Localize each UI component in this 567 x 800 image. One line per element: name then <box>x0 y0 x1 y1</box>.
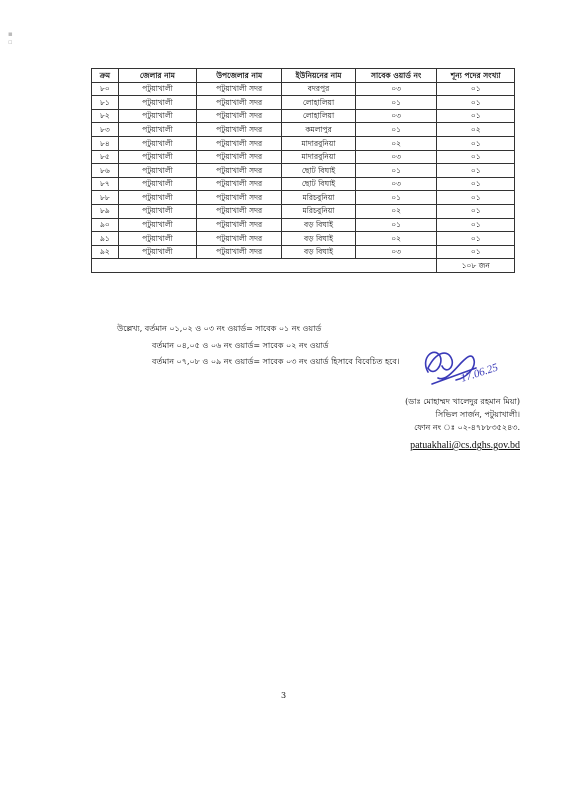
cell-upazila: পটুয়াখালী সদর <box>197 164 282 178</box>
cell-upazila: পটুয়াখালী সদর <box>197 191 282 205</box>
header-vacancies: শূন্য পদের সংখ্যা <box>437 69 515 83</box>
signer-block <box>355 395 520 452</box>
cell-former-ward: ০১ <box>355 218 437 232</box>
signature-date: 17.06.25 <box>459 361 500 385</box>
note-line-1: উল্লেখ্য, বর্তমান ০১,০২ ও ০৩ নং ওয়ার্ড= সাবেক ০১ নং ওয়ার্ড <box>117 324 322 333</box>
cell-upazila: পটুয়াখালী সদর <box>197 232 282 246</box>
note-line-2: বর্তমান ০৪,০৫ ও ০৬ নং ওয়ার্ড= সাবেক ০২ নং ওয়ার্ড <box>152 340 329 350</box>
cell-union: বদরপুর <box>282 82 355 96</box>
cell-upazila: পটুয়াখালী সদর <box>197 245 282 259</box>
table-row <box>92 164 515 178</box>
cell-upazila: পটুয়াখালী সদর <box>197 204 282 218</box>
table-row <box>92 191 515 205</box>
header-district: জেলার নাম <box>118 69 196 83</box>
signer-email[interactable]: patuakhali@cs.dghs.gov.bd <box>410 440 520 451</box>
cell-upazila: পটুয়াখালী সদর <box>197 109 282 123</box>
cell-vacancies: ০১ <box>437 204 515 218</box>
cell-serial: ৯০ <box>92 218 119 232</box>
table-row <box>92 136 515 150</box>
page-number: 3 <box>280 691 287 700</box>
table-row <box>92 177 515 191</box>
header-serial: ক্রম <box>92 69 119 83</box>
cell-district: পটুয়াখালী <box>118 191 196 205</box>
cell-district: পটুয়াখালী <box>118 109 196 123</box>
total-row <box>92 259 515 273</box>
header-union: ইউনিয়নের নাম <box>282 69 355 83</box>
vacancy-table <box>91 68 515 273</box>
cell-vacancies: ০১ <box>437 218 515 232</box>
cell-former-ward: ০৩ <box>355 245 437 259</box>
cell-upazila: পটুয়াখালী সদর <box>197 96 282 110</box>
total-vacancies: ১০৮ জন <box>437 259 515 273</box>
cell-former-ward: ০১ <box>355 123 437 137</box>
table-row <box>92 96 515 110</box>
table-row <box>92 82 515 96</box>
cell-vacancies: ০১ <box>437 164 515 178</box>
cell-former-ward: ০৩ <box>355 177 437 191</box>
note-line-3: বর্তমান ০৭,০৮ ও ০৯ নং ওয়ার্ড= সাবেক ০৩ নং ওয়ার্ড হিসাবে বিবেচিত হবে। <box>152 357 400 366</box>
cell-union: ছোট বিঘাই <box>282 177 355 191</box>
cell-union: মরিচবুনিয়া <box>282 204 355 218</box>
cell-union: ছোট বিঘাই <box>282 164 355 178</box>
cell-upazila: পটুয়াখালী সদর <box>197 136 282 150</box>
cell-former-ward: ০৩ <box>355 150 437 164</box>
table-row <box>92 123 515 137</box>
cell-vacancies: ০১ <box>437 191 515 205</box>
cell-former-ward: ০৩ <box>355 109 437 123</box>
cell-serial: ৯২ <box>92 245 119 259</box>
signer-phone: ফোন নং ঃ ০২-৪৭৮৮৩৫২৪৩. <box>414 423 520 432</box>
cell-district: পটুয়াখালী <box>118 177 196 191</box>
cell-union: মাদারবুনিয়া <box>282 136 355 150</box>
cell-vacancies: ০১ <box>437 82 515 96</box>
header-former-ward: সাবেক ওয়ার্ড নং <box>355 69 437 83</box>
cell-upazila: পটুয়াখালী সদর <box>197 218 282 232</box>
cell-union: কমলাপুর <box>282 123 355 137</box>
cell-serial: ৮১ <box>92 96 119 110</box>
cell-former-ward: ০১ <box>355 164 437 178</box>
cell-district: পটুয়াখালী <box>118 245 196 259</box>
cell-former-ward: ০২ <box>355 136 437 150</box>
cell-union: বড় বিঘাই <box>282 218 355 232</box>
cell-union: মাদারবুনিয়া <box>282 150 355 164</box>
cell-vacancies: ০১ <box>437 96 515 110</box>
cell-serial: ৮৬ <box>92 164 119 178</box>
cell-serial: ৮২ <box>92 109 119 123</box>
cell-district: পটুয়াখালী <box>118 164 196 178</box>
scan-artifact: ▪ ▫ <box>8 30 13 46</box>
cell-union: লোহালিয়া <box>282 109 355 123</box>
cell-upazila: পটুয়াখালী সদর <box>197 150 282 164</box>
header-upazila: উপজেলার নাম <box>197 69 282 83</box>
table-row <box>92 218 515 232</box>
cell-former-ward: ০২ <box>355 204 437 218</box>
cell-district: পটুয়াখালী <box>118 204 196 218</box>
cell-serial: ৮৮ <box>92 191 119 205</box>
cell-vacancies: ০১ <box>437 232 515 246</box>
table-header-row <box>92 69 515 83</box>
total-row-blank <box>92 259 437 273</box>
cell-upazila: পটুয়াখালী সদর <box>197 123 282 137</box>
table-row <box>92 109 515 123</box>
cell-serial: ৮৫ <box>92 150 119 164</box>
handwritten-signature <box>376 338 516 396</box>
table-body <box>92 82 515 259</box>
cell-vacancies: ০১ <box>437 245 515 259</box>
cell-vacancies: ০১ <box>437 177 515 191</box>
cell-vacancies: ০১ <box>437 109 515 123</box>
cell-district: পটুয়াখালী <box>118 123 196 137</box>
table-row <box>92 150 515 164</box>
cell-former-ward: ০২ <box>355 232 437 246</box>
cell-upazila: পটুয়াখালী সদর <box>197 82 282 96</box>
cell-union: বড় বিঘাই <box>282 232 355 246</box>
signer-name: (ডাঃ মোহাম্মদ খালেদুর রহমান মিয়া) <box>405 397 520 406</box>
cell-district: পটুয়াখালী <box>118 96 196 110</box>
notes-block <box>117 321 400 371</box>
cell-serial: ৮৩ <box>92 123 119 137</box>
cell-serial: ৮৪ <box>92 136 119 150</box>
cell-district: পটুয়াখালী <box>118 82 196 96</box>
cell-union: বড় বিঘাই <box>282 245 355 259</box>
cell-upazila: পটুয়াখালী সদর <box>197 177 282 191</box>
cell-union: লোহালিয়া <box>282 96 355 110</box>
signer-title: সিভিল সার্জন, পটুয়াখালী। <box>435 410 520 419</box>
cell-district: পটুয়াখালী <box>118 232 196 246</box>
cell-former-ward: ০১ <box>355 191 437 205</box>
cell-former-ward: ০১ <box>355 96 437 110</box>
cell-serial: ৮৯ <box>92 204 119 218</box>
cell-former-ward: ০৩ <box>355 82 437 96</box>
cell-serial: ৮০ <box>92 82 119 96</box>
table-row <box>92 204 515 218</box>
cell-district: পটুয়াখালী <box>118 136 196 150</box>
cell-serial: ৯১ <box>92 232 119 246</box>
cell-vacancies: ০২ <box>437 123 515 137</box>
cell-vacancies: ০১ <box>437 136 515 150</box>
cell-district: পটুয়াখালী <box>118 150 196 164</box>
cell-district: পটুয়াখালী <box>118 218 196 232</box>
cell-serial: ৮৭ <box>92 177 119 191</box>
cell-vacancies: ০১ <box>437 150 515 164</box>
table-row <box>92 232 515 246</box>
table-row <box>92 245 515 259</box>
cell-union: মরিচবুনিয়া <box>282 191 355 205</box>
